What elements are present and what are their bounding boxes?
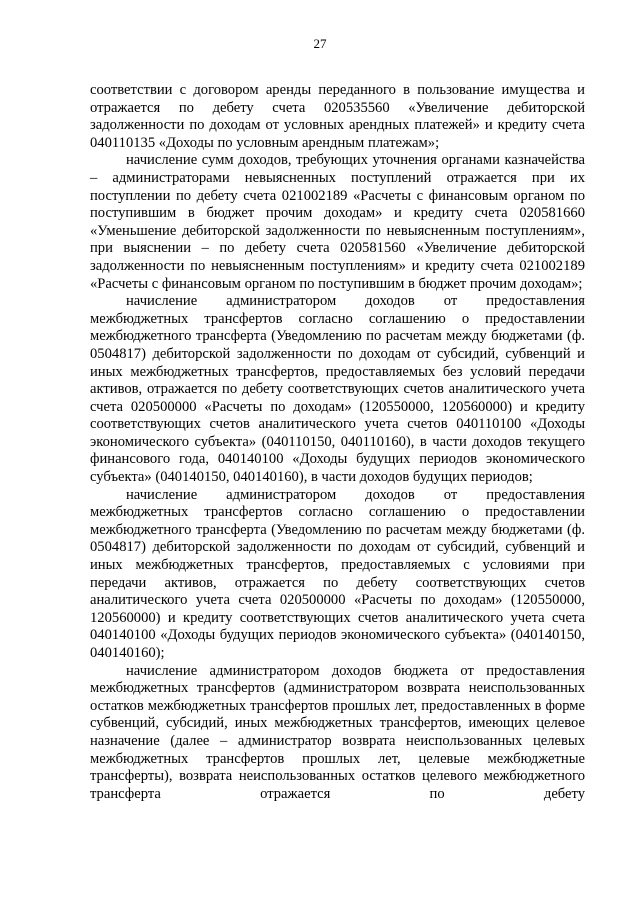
paragraph-unused-balances-return: начисление администратором доходов бюджета от предоставления межбюджетных трансфертов (администратором возврата неиспользованных остатков межбюджетных трансфертов прошлых лет, предоставленных в форме субвенций, субсидий, иных межбюджетных трансфертов, имеющих целевое назначение (далее – администратор возврата неиспользованных целевых межбюджетных трансфертов прошлых лет, целевые межбюджетные трансферты), возврата неиспользованных остатков целевого межбюджетного трансферта отражается по дебету bbox=[90, 662, 585, 802]
paragraph-transfers-with-conditions: начисление администратором доходов от предоставления межбюджетных трансфертов согласно соглашению о предоставлении межбюджетного трансферта (Уведомлению по расчетам между бюджетами (ф. 0504817) дебиторской задолженности по доходам от субсидий, субвенций и иных межбюджетных трансфертов, предоставляемых с условиями при передачи активов, отражается по дебету соответствующих счетов аналитического учета счета 020500000 «Расчеты по доходам» (120550000, 120560000) и кредиту соответствующих счетов аналитического учета счета 040140100 «Доходы будущих периодов экономического субъекта» (040140150, 040140160); bbox=[90, 486, 585, 661]
paragraph-unclarified-receipts: начисление сумм доходов, требующих уточнения органами казначейства – администраторами невыясненных поступлений отражается при их поступлении по дебету счета 021002189 «Расчеты с финансовым органом по поступившим в бюджет прочим доходам» и кредиту счета 020581660 «Уменьшение дебиторской задолженности по невыясненным поступлениям», при выяснении – по дебету счета 020581560 «Увеличение дебиторской задолженности по невыясненным поступлениям» и кредиту счета 021002189 «Расчеты с финансовым органом по поступившим в бюджет прочим доходам»; bbox=[90, 152, 585, 292]
paragraph-transfers-without-conditions: начисление администратором доходов от предоставления межбюджетных трансфертов согласно соглашению о предоставлении межбюджетного трансферта (Уведомлению по расчетам между бюджетами (ф. 0504817) дебиторской задолженности по доходам от субсидий, субвенций и иных межбюджетных трансфертов, предоставляемых без условий передачи активов, отражается по дебету соответствующих счетов аналитического учета счета 020500000 «Расчеты по доходам» (120550000, 120560000) и кредиту соответствующих счетов аналитического учета счетов 040110100 «Доходы экономического субъекта» (040110150, 040110160), в части доходов текущего финансового года, 040140100 «Доходы будущих периодов экономического субъекта» (040140150, 040140160), в части доходов будущих периодов; bbox=[90, 293, 585, 486]
paragraph-lease-income: соответствии с договором аренды переданного в пользование имущества и отражается по дебету счета 020535560 «Увеличение дебиторской задолженности по доходам от условных арендных платежей» и кредиту счета 040110135 «Доходы по условным арендным платежам»; bbox=[90, 82, 585, 151]
page-number: 27 bbox=[313, 36, 327, 51]
document-body bbox=[90, 82, 585, 803]
